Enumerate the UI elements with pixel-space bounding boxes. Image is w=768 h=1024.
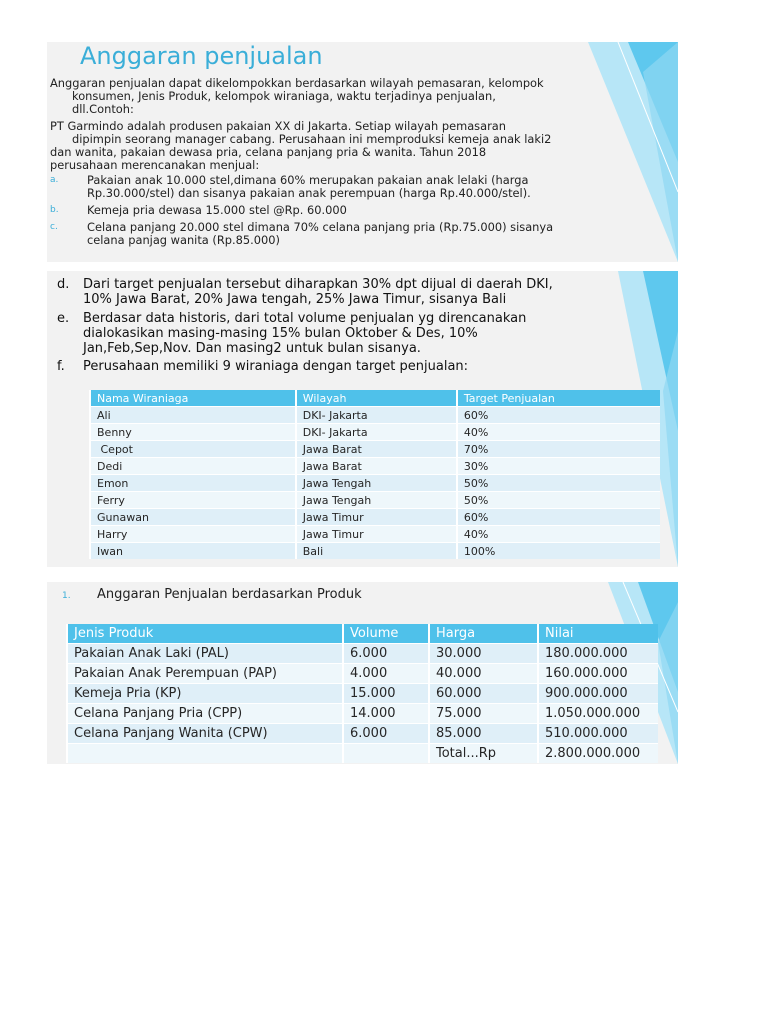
table-cell: Ali [90, 407, 296, 424]
table-row [90, 407, 660, 424]
list-item-a [50, 174, 670, 200]
table-row [90, 441, 660, 458]
table-cell: Iwan [90, 543, 296, 560]
table-row [90, 526, 660, 543]
table-cell: Dedi [90, 458, 296, 475]
table-total-row [67, 744, 658, 764]
slide-title: Anggaran penjualan [80, 42, 323, 70]
table-row [90, 543, 660, 560]
table-row [67, 644, 658, 664]
table-cell: Emon [90, 475, 296, 492]
column-header: Volume [343, 624, 429, 644]
table-row [90, 509, 660, 526]
table-cell: 60% [457, 509, 660, 526]
table-cell: Jawa Barat [296, 458, 457, 475]
list-text: Perusahaan memiliki 9 wiraniaga dengan target penjualan: [83, 359, 469, 374]
table-cell: Pakaian Anak Perempuan (PAP) [67, 664, 343, 684]
table-row [90, 458, 660, 475]
total-label: Total...Rp [429, 744, 538, 764]
list-marker: e. [57, 311, 70, 326]
column-header: Harga [429, 624, 538, 644]
case-paragraph [50, 120, 551, 172]
intro-line: dll.Contoh: [72, 102, 134, 116]
table-cell: Ferry [90, 492, 296, 509]
case-line: PT Garmindo adalah produsen pakaian XX di Jakarta. Setiap wilayah pemasaran [50, 119, 506, 133]
salesperson-target-table [89, 390, 660, 559]
table-cell: 85.000 [429, 724, 538, 744]
slide-salesperson-targets [47, 271, 678, 567]
table-cell: 6.000 [343, 724, 429, 744]
table-row [67, 704, 658, 724]
table-cell: Harry [90, 526, 296, 543]
table-cell: 40.000 [429, 664, 538, 684]
table-cell: 60.000 [429, 684, 538, 704]
total-value: 2.800.000.000 [538, 744, 658, 764]
table-cell: Jawa Tengah [296, 492, 457, 509]
table-cell: 40% [457, 424, 660, 441]
table-cell: Kemeja Pria (KP) [67, 684, 343, 704]
table-cell: 15.000 [343, 684, 429, 704]
list-item-f [57, 359, 677, 375]
list-text: Kemeja pria dewasa 15.000 stel @Rp. 60.000 [87, 203, 347, 217]
table-cell: 50% [457, 492, 660, 509]
table-row [67, 724, 658, 744]
heading-text: Anggaran Penjualan berdasarkan Produk [97, 587, 362, 602]
table-cell: Jawa Timur [296, 526, 457, 543]
table-cell: 50% [457, 475, 660, 492]
slide-sales-budget-intro [47, 42, 678, 262]
case-line: dipimpin seorang manager cabang. Perusahaan ini memproduksi kemeja anak laki2 [72, 132, 552, 146]
table-cell: 14.000 [343, 704, 429, 724]
table-cell: DKI- Jakarta [296, 407, 457, 424]
list-text: 10% Jawa Barat, 20% Jawa tengah, 25% Jawa Timur, sisanya Bali [83, 292, 507, 307]
intro-line: konsumen, Jenis Produk, kelompok wiraniaga, waktu terjadinya penjualan, [72, 89, 496, 103]
table-cell: 70% [457, 441, 660, 458]
slide-product-budget [47, 582, 678, 764]
list-text: dialokasikan masing-masing 15% bulan Oktober & Des, 10% [83, 326, 478, 341]
list-item-e [57, 311, 677, 359]
table-cell [343, 744, 429, 764]
table-cell: 6.000 [343, 644, 429, 664]
table-cell: 900.000.000 [538, 684, 658, 704]
list-text: Dari target penjualan tersebut diharapkan 30% dpt dijual di daerah DKI, [83, 277, 553, 292]
list-marker: b. [50, 205, 59, 215]
table-cell: Jawa Timur [296, 509, 457, 526]
table-header-row [67, 624, 658, 644]
column-header: Nama Wiraniaga [90, 390, 296, 407]
table-cell: Jawa Tengah [296, 475, 457, 492]
column-header: Target Penjualan [457, 390, 660, 407]
intro-paragraph [50, 77, 544, 116]
case-line: perusahaan merencanakan menjual: [50, 158, 260, 172]
table-cell: 160.000.000 [538, 664, 658, 684]
list-item-b [50, 204, 670, 218]
table-cell: 4.000 [343, 664, 429, 684]
table-cell: 60% [457, 407, 660, 424]
list-marker: a. [50, 175, 59, 185]
table-row [67, 684, 658, 704]
list-text: Pakaian anak 10.000 stel,dimana 60% merupakan pakaian anak lelaki (harga [87, 173, 529, 187]
list-marker: d. [57, 277, 70, 292]
table-cell: 100% [457, 543, 660, 560]
table-cell: 30.000 [429, 644, 538, 664]
table-row [67, 664, 658, 684]
table-cell: 180.000.000 [538, 644, 658, 664]
case-line: dan wanita, pakaian dewasa pria, celana panjang pria & wanita. Tahun 2018 [50, 145, 487, 159]
table-cell: Jawa Barat [296, 441, 457, 458]
table-cell: Celana Panjang Wanita (CPW) [67, 724, 343, 744]
table-cell: Celana Panjang Pria (CPP) [67, 704, 343, 724]
list-marker: f. [57, 359, 65, 374]
table-cell: Bali [296, 543, 457, 560]
list-marker: 1. [62, 591, 71, 601]
table-cell: Cepot [90, 441, 296, 458]
list-text: Berdasar data historis, dari total volume penjualan yg direncanakan [83, 311, 527, 326]
column-header: Wilayah [296, 390, 457, 407]
list-marker: c. [50, 222, 58, 232]
table-cell: Gunawan [90, 509, 296, 526]
product-budget-heading [50, 588, 450, 604]
table-cell: Pakaian Anak Laki (PAL) [67, 644, 343, 664]
table-cell: 40% [457, 526, 660, 543]
table-row [90, 475, 660, 492]
column-header: Nilai [538, 624, 658, 644]
list-text: Celana panjang 20.000 stel dimana 70% celana panjang pria (Rp.75.000) sisanya [87, 220, 554, 234]
table-row [90, 492, 660, 509]
table-cell: 510.000.000 [538, 724, 658, 744]
table-header-row [90, 390, 660, 407]
list-text: Rp.30.000/stel) dan sisanya pakaian anak perempuan (harga Rp.40.000/stel). [87, 186, 531, 200]
table-row [90, 424, 660, 441]
table-cell: 30% [457, 458, 660, 475]
table-cell: DKI- Jakarta [296, 424, 457, 441]
list-item-d [57, 277, 677, 309]
list-text: celana panjag wanita (Rp.85.000) [87, 233, 280, 247]
list-text: Jan,Feb,Sep,Nov. Dan masing2 untuk bulan sisanya. [83, 341, 421, 356]
product-budget-table [66, 624, 658, 763]
table-cell: 1.050.000.000 [538, 704, 658, 724]
table-cell: Benny [90, 424, 296, 441]
column-header: Jenis Produk [67, 624, 343, 644]
intro-line: Anggaran penjualan dapat dikelompokkan berdasarkan wilayah pemasaran, kelompok [50, 76, 544, 90]
list-item-c [50, 221, 670, 247]
table-cell [67, 744, 343, 764]
table-cell: 75.000 [429, 704, 538, 724]
